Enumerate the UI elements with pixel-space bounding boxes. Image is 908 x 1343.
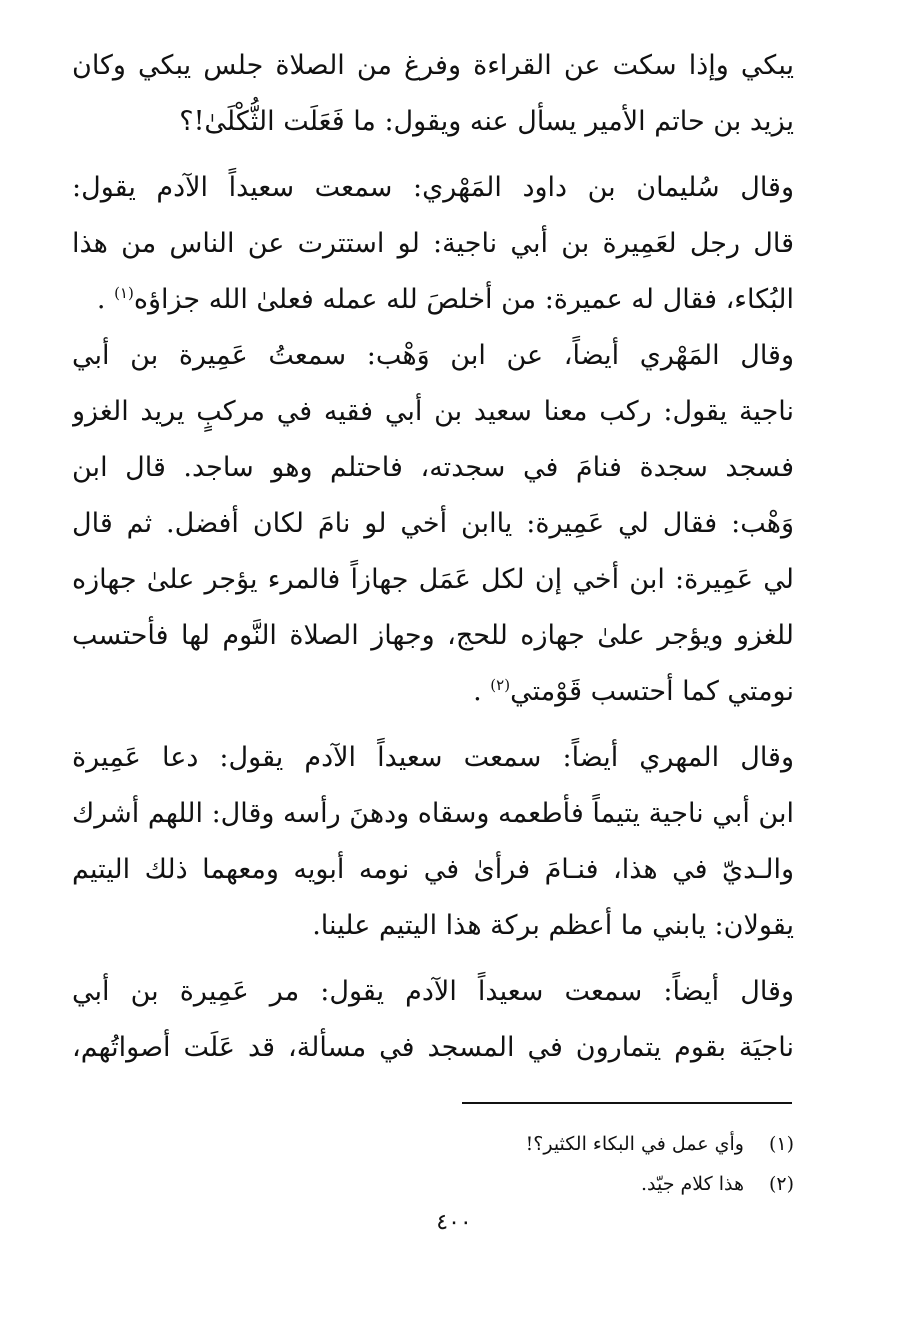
footnote-2	[380, 1164, 794, 1204]
footnote-ref-2[interactable]: (٢)	[490, 676, 511, 694]
footnote-text: وأي عمل في البكاء الكثير؟!	[525, 1133, 744, 1155]
text-line: يبكي وإذا سكت عن القراءة وفرغ من الصلاة جلس يبكي وكان	[72, 50, 794, 81]
text-line: قال رجل لعَمِيرة بن أبي ناجية: لو استترت عن الناس من هذا	[72, 228, 794, 259]
page-number: ٤٠٠	[436, 1210, 472, 1235]
text-line-with-footnote	[72, 664, 794, 720]
text-line: وقال سُليمان بن داود المَهْري: سمعت سعيداً الآدم يقول:	[72, 172, 794, 203]
text-line-with-footnote	[72, 272, 794, 328]
footnote-number: (١)	[768, 1133, 794, 1155]
main-text	[72, 38, 794, 1076]
text-line: لي عَمِيرة: ابن أخي إن لكل عَمَل جهازاً فالمرء يؤجر علىٰ جهازه	[72, 564, 794, 595]
footnote-divider	[462, 1102, 792, 1104]
text-line: يزيد بن حاتم الأمير يسأل عنه ويقول: ما فَعَلَت الثُّكْلَىٰ!؟	[179, 106, 794, 137]
paragraph-4	[72, 730, 794, 954]
end-mark: .	[473, 676, 482, 707]
footnote-text: هذا كلام جيّد.	[641, 1173, 744, 1195]
paragraph-2	[72, 160, 794, 328]
footnote-1	[380, 1124, 794, 1164]
text-line: يقولان: يابني ما أعظم بركة هذا اليتيم علينا.	[312, 910, 794, 941]
text-line: فسجد سجدة فنامَ في سجدته، فاحتلم وهو ساجد. قال ابن	[72, 452, 794, 483]
paragraph-3	[72, 328, 794, 720]
text-line: وقال المَهْري أيضاً، عن ابن وَهْب: سمعتُ عَمِيرة بن أبي	[72, 340, 794, 371]
text-line: والـديّ في هذا، فنـامَ فرأىٰ في نومه أبويه ومعهما ذلك اليتيم	[72, 854, 794, 885]
text-line-content: نومتي كما أحتسب قَوْمتي	[510, 676, 794, 707]
paragraph-5	[72, 964, 794, 1076]
footnotes	[380, 1124, 794, 1204]
text-line: وقال أيضاً: سمعت سعيداً الآدم يقول: مر عَمِيرة بن أبي	[72, 976, 794, 1007]
footnote-number: (٢)	[768, 1173, 794, 1195]
text-line: ناجيَة بقوم يتمارون في المسجد في مسألة، قد عَلَت أصواتُهم،	[72, 1032, 794, 1063]
paragraph-1	[72, 38, 794, 150]
text-line-content: البُكاء، فقال له عميرة: من أخلصَ لله عمله فعلىٰ الله جزاؤه	[133, 284, 794, 315]
text-line: وَهْب: فقال لي عَمِيرة: ياابن أخي لو نامَ لكان أفضل. ثم قال	[72, 508, 794, 539]
text-line: ناجية يقول: ركب معنا سعيد بن أبي فقيه في مركبٍ يريد الغزو	[72, 396, 794, 427]
text-line: ابن أبي ناجية يتيماً فأطعمه وسقاه ودهنَ رأسه وقال: اللهم أشرك	[72, 798, 794, 829]
end-mark: .	[96, 284, 106, 315]
footnote-ref-1[interactable]: (١)	[114, 284, 134, 302]
text-line: للغزو ويؤجر علىٰ جهازه للحج، وجهاز الصلاة النَّوم لها فأحتسب	[72, 620, 794, 651]
text-line: وقال المهري أيضاً: سمعت سعيداً الآدم يقول: دعا عَمِيرة	[72, 742, 794, 773]
